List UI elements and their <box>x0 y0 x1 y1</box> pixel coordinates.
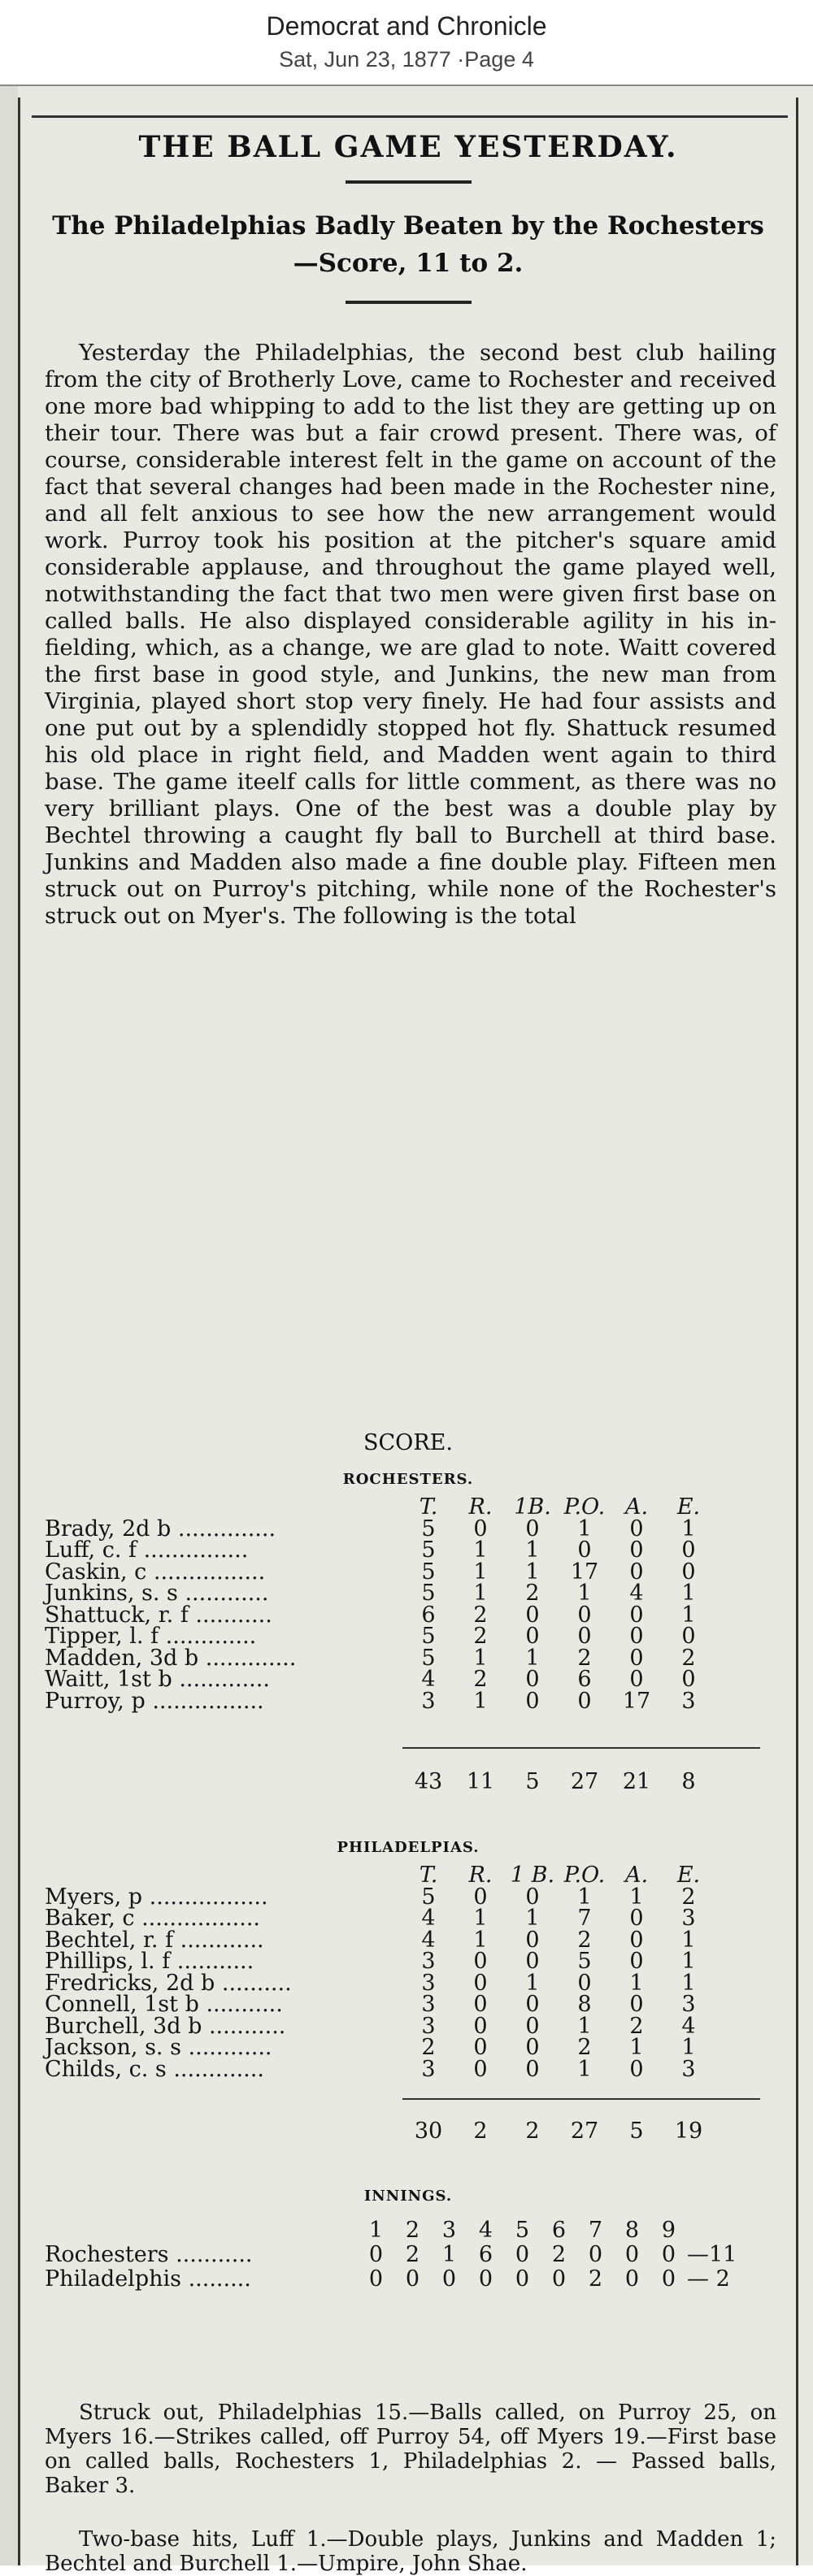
team-name: Philadelphis ......... <box>45 2266 251 2292</box>
column-header: E. <box>676 1494 701 1520</box>
player-name: Connell, 1st b ........... <box>45 1992 283 2017</box>
stat-cell: 4 <box>421 1667 436 1692</box>
stat-cell: 5 <box>421 1537 436 1563</box>
stat-cell: 0 <box>473 1949 488 1974</box>
stat-cell: 5 <box>421 1645 436 1671</box>
player-name: Bechtel, r. f ............ <box>45 1927 264 1953</box>
player-name: Shattuck, r. f ........... <box>45 1602 272 1628</box>
inning-runs: 2 <box>551 2242 567 2267</box>
inning-runs: 0 <box>441 2266 457 2292</box>
totals-spacer <box>45 1772 402 1793</box>
stat-cell: 1 <box>473 1688 488 1714</box>
stat-cell: 0 <box>629 1602 644 1628</box>
stat-cell: 0 <box>681 1624 696 1649</box>
column-header <box>45 1865 402 1887</box>
column-header: T. <box>419 1494 438 1520</box>
table-row <box>45 1908 715 1930</box>
player-name: Madden, 3d b ............. <box>45 1645 297 1671</box>
inning-number: 7 <box>588 2218 603 2243</box>
stat-cell: 6 <box>577 1667 592 1692</box>
player-name: Burchell, 3d b ........... <box>45 2013 286 2039</box>
stat-cell: 4 <box>421 1906 436 1931</box>
stat-cell: 0 <box>525 1624 540 1649</box>
game-summary: Struck out, Philadelphias 15.—Balls called, on Purroy 25, on Myers 16.—Strikes called, off Purroy 54, off Myers 19.—First base on called balls, Rochesters 1, Philadelphias 2. — Passed balls, Baker 3. <box>45 2400 776 2498</box>
team-total: —11 <box>687 2242 737 2267</box>
philadelphias-total-rule <box>402 2098 760 2100</box>
player-name: Brady, 2d b .............. <box>45 1516 276 1542</box>
stat-cell: 1 <box>629 1884 644 1910</box>
player-name: Caskin, c ................ <box>45 1559 266 1585</box>
column-header: P.O. <box>563 1494 606 1520</box>
stat-cell: 1 <box>473 1906 488 1931</box>
stat-cell: 3 <box>421 1688 436 1714</box>
player-name: Luff, c. f ............... <box>45 1537 249 1563</box>
inning-runs: 0 <box>515 2266 530 2292</box>
column-header: T. <box>419 1863 438 1888</box>
stat-cell: 5 <box>421 1581 436 1606</box>
table-row <box>45 2267 752 2292</box>
stat-cell: 17 <box>570 1559 599 1585</box>
inning-runs: 0 <box>661 2266 676 2292</box>
stat-cell: 1 <box>681 2035 696 2060</box>
inning-number: 9 <box>661 2218 676 2243</box>
stat-cell: 1 <box>577 1516 592 1542</box>
top-rule <box>32 115 788 118</box>
stat-cell: 0 <box>681 1667 696 1692</box>
stat-cell: 1 <box>525 1906 540 1931</box>
stat-cell: 0 <box>473 2013 488 2039</box>
stat-cell: 2 <box>629 2013 644 2039</box>
stat-cell: 0 <box>473 1970 488 1996</box>
stat-cell: 3 <box>421 2013 436 2039</box>
stat-cell: 2 <box>473 1667 488 1692</box>
table-row <box>45 1951 715 1973</box>
stat-cell: 0 <box>681 1559 696 1585</box>
stat-cell: 1 <box>577 2013 592 2039</box>
stat-cell: 0 <box>473 2056 488 2082</box>
stat-cell: 0 <box>577 1624 592 1649</box>
stat-cell: 0 <box>473 1992 488 2017</box>
inning-number: 1 <box>368 2218 384 2243</box>
inning-number: 8 <box>624 2218 640 2243</box>
subheadline: The Philadelphias Badly Beaten by the Rochesters—Score, 11 to 2. <box>52 211 764 278</box>
stat-cell: 0 <box>577 1602 592 1628</box>
stat-cell: 17 <box>622 1688 651 1714</box>
total-cell: 27 <box>570 2118 599 2144</box>
stat-cell: 0 <box>629 1667 644 1692</box>
inning-runs: 0 <box>478 2266 493 2292</box>
stat-cell: 0 <box>629 1516 644 1542</box>
stat-cell: 1 <box>473 1927 488 1953</box>
stat-cell: 1 <box>473 1645 488 1671</box>
newspaper-header <box>0 0 813 86</box>
stat-cell: 1 <box>681 1581 696 1606</box>
stat-cell: 3 <box>681 1992 696 2017</box>
philadelphias-title: PHILADELPIAS. <box>337 1839 480 1856</box>
team-name: Rochesters ........... <box>45 2242 253 2267</box>
stat-cell: 3 <box>421 2056 436 2082</box>
stat-cell: 1 <box>473 1581 488 1606</box>
inning-number: 4 <box>478 2218 493 2243</box>
stat-cell: 1 <box>473 1537 488 1563</box>
total-cell: 2 <box>525 2118 540 2144</box>
stat-cell: 0 <box>629 2056 644 2082</box>
column-header: 1 B. <box>510 1863 555 1888</box>
inning-runs: 0 <box>405 2266 420 2292</box>
stat-cell: 0 <box>525 1667 540 1692</box>
player-name: Tipper, l. f ............. <box>45 1624 257 1649</box>
stat-cell: 1 <box>681 1602 696 1628</box>
stat-cell: 0 <box>525 1602 540 1628</box>
box-score-header-row <box>45 1865 715 1887</box>
column-header: E. <box>676 1863 701 1888</box>
player-name: Waitt, 1st b ............. <box>45 1667 270 1692</box>
stat-cell: 2 <box>681 1884 696 1910</box>
stat-cell: 1 <box>681 1927 696 1953</box>
stat-cell: 1 <box>629 2035 644 2060</box>
stat-cell: 0 <box>577 1537 592 1563</box>
player-name: Junkins, s. s ............ <box>45 1581 269 1606</box>
stat-cell: 1 <box>525 1645 540 1671</box>
inning-runs: 0 <box>661 2242 676 2267</box>
table-row <box>45 1994 715 2016</box>
stat-cell: 0 <box>525 1884 540 1910</box>
stat-cell: 0 <box>629 1624 644 1649</box>
inning-runs: 0 <box>624 2242 640 2267</box>
table-row <box>45 2243 752 2267</box>
stat-cell: 0 <box>525 2035 540 2060</box>
stat-cell: 2 <box>473 1602 488 1628</box>
headline-separator <box>346 180 472 184</box>
stat-cell: 1 <box>577 1884 592 1910</box>
table-row <box>45 1583 715 1605</box>
philadelphias-box-score <box>45 1865 715 2080</box>
column-header: R. <box>468 1494 493 1520</box>
totals-spacer <box>45 2121 402 2143</box>
stat-cell: 2 <box>577 1645 592 1671</box>
total-cell: 27 <box>570 1769 599 1794</box>
stat-cell: 0 <box>629 1645 644 1671</box>
stat-cell: 0 <box>629 1992 644 2017</box>
totals-row <box>45 2121 715 2143</box>
rochesters-totals <box>45 1769 715 1794</box>
inning-runs: 1 <box>441 2242 457 2267</box>
inning-runs: 0 <box>368 2266 384 2292</box>
stat-cell: 0 <box>525 1992 540 2017</box>
column-header <box>45 1497 402 1519</box>
stat-cell: 2 <box>577 2035 592 2060</box>
stat-cell: 2 <box>525 1581 540 1606</box>
stat-cell: 0 <box>525 1516 540 1542</box>
table-row <box>45 1691 715 1713</box>
article-column <box>18 98 798 2576</box>
stat-cell: 3 <box>681 1688 696 1714</box>
stat-cell: 5 <box>421 1516 436 1542</box>
stat-cell: 3 <box>421 1949 436 1974</box>
inning-number: 6 <box>551 2218 567 2243</box>
game-summary-extra: Two-base hits, Luff 1.—Double plays, Junkins and Madden 1; Bechtel and Burchell 1.—Umpire, John Shae. <box>45 2527 776 2576</box>
inning-runs: 6 <box>478 2242 493 2267</box>
stat-cell: 6 <box>421 1602 436 1628</box>
stat-cell: 0 <box>629 1906 644 1931</box>
player-name: Phillips, l. f ........... <box>45 1949 254 1974</box>
inning-runs: 2 <box>588 2266 603 2292</box>
headline: THE BALL GAME YESTERDAY. <box>138 130 678 164</box>
table-row <box>45 2037 715 2059</box>
player-name: Myers, p ................. <box>45 1884 268 1910</box>
left-margin-strip <box>0 86 18 2565</box>
innings-table <box>45 2218 752 2292</box>
stat-cell: 1 <box>525 1537 540 1563</box>
stat-cell: 2 <box>421 2035 436 2060</box>
stat-cell: 0 <box>629 1559 644 1585</box>
publication-name: Democrat and Chronicle <box>266 11 547 41</box>
stat-cell: 0 <box>629 1537 644 1563</box>
innings-spacer <box>45 2218 358 2243</box>
innings-number-row <box>45 2218 752 2243</box>
total-cell: 19 <box>674 2118 703 2144</box>
table-row <box>45 1669 715 1691</box>
stat-cell: 0 <box>577 1970 592 1996</box>
stat-cell: 0 <box>525 1949 540 1974</box>
stat-cell: 0 <box>473 1516 488 1542</box>
column-header: P.O. <box>563 1863 606 1888</box>
stat-cell: 0 <box>525 1688 540 1714</box>
stat-cell: 1 <box>681 1970 696 1996</box>
stat-cell: 0 <box>525 2056 540 2082</box>
column-header: A. <box>624 1494 649 1520</box>
inning-runs: 0 <box>515 2242 530 2267</box>
stat-cell: 5 <box>577 1949 592 1974</box>
total-cell: 2 <box>473 2118 488 2144</box>
stat-cell: 1 <box>473 1559 488 1585</box>
stat-cell: 3 <box>421 1970 436 1996</box>
stat-cell: 4 <box>681 2013 696 2039</box>
rochesters-title: ROCHESTERS. <box>342 1471 474 1488</box>
stat-cell: 1 <box>525 1970 540 1996</box>
stat-cell: 0 <box>577 1688 592 1714</box>
inning-runs: 2 <box>405 2242 420 2267</box>
stat-cell: 4 <box>421 1927 436 1953</box>
stat-cell: 0 <box>525 1927 540 1953</box>
stat-cell: 1 <box>525 1559 540 1585</box>
score-title: SCORE. <box>363 1430 453 1455</box>
stat-cell: 0 <box>629 1927 644 1953</box>
column-header: A. <box>624 1863 649 1888</box>
stat-cell: 3 <box>681 2056 696 2082</box>
stat-cell: 1 <box>577 2056 592 2082</box>
total-cell: 5 <box>525 1769 540 1794</box>
philadelphias-totals <box>45 2118 715 2144</box>
rochesters-total-rule <box>402 1747 760 1749</box>
stat-cell: 0 <box>473 1884 488 1910</box>
stat-cell: 2 <box>681 1645 696 1671</box>
table-row <box>45 1626 715 1648</box>
stat-cell: 5 <box>421 1559 436 1585</box>
rochesters-box-score <box>45 1494 715 1714</box>
stat-cell: 5 <box>421 1884 436 1910</box>
stat-cell: 0 <box>681 1537 696 1563</box>
stat-cell: 1 <box>681 1516 696 1542</box>
innings-title: INNINGS. <box>363 2188 453 2205</box>
column-header: R. <box>468 1863 493 1888</box>
player-name: Purroy, p ................ <box>45 1688 264 1714</box>
total-cell: 8 <box>681 1769 696 1794</box>
inning-runs: 0 <box>624 2266 640 2292</box>
stat-cell: 0 <box>473 2035 488 2060</box>
totals-row <box>45 1772 715 1793</box>
stat-cell: 2 <box>473 1624 488 1649</box>
column-header: 1B. <box>514 1494 551 1520</box>
total-cell: 43 <box>414 1769 443 1794</box>
inning-number: 2 <box>405 2218 420 2243</box>
player-name: Fredricks, 2d b .......... <box>45 1970 292 1996</box>
table-row <box>45 2059 715 2081</box>
inning-runs: 0 <box>551 2266 567 2292</box>
player-name: Baker, c ................. <box>45 1906 260 1931</box>
stat-cell: 3 <box>681 1906 696 1931</box>
stat-cell: 7 <box>577 1906 592 1931</box>
total-cell: 21 <box>622 1769 651 1794</box>
inning-number: 3 <box>441 2218 457 2243</box>
stat-cell: 1 <box>681 1949 696 1974</box>
stat-cell: 4 <box>629 1581 644 1606</box>
inning-runs: 0 <box>588 2242 603 2267</box>
inning-runs: 0 <box>368 2242 384 2267</box>
total-cell: 30 <box>414 2118 443 2144</box>
subheadline-separator <box>346 301 472 304</box>
box-score-header-row <box>45 1497 715 1519</box>
player-name: Jackson, s. s ............ <box>45 2035 272 2060</box>
team-total: — 2 <box>687 2266 730 2292</box>
stat-cell: 0 <box>629 1949 644 1974</box>
player-name: Childs, c. s ............. <box>45 2056 264 2082</box>
stat-cell: 3 <box>421 1992 436 2017</box>
inning-number: 5 <box>515 2218 530 2243</box>
article-body: Yesterday the Philadelphias, the second best club hailing from the city of Brotherly Love, came to Rochester and received one more bad whipping to add to the list they are getting up on their tour. There was but a fair crowd present. There was, of course, considerable interest felt in the game on account of the fact that several changes had been made in the Rochester nine, and all felt anxious to see how the new arrangement would work. Purroy took his position at the pitcher's square amid considerable applause, and throughout the game played well, notwithstanding the fact that two men were given first base on called balls. He also displayed considerable agility in his in-fielding, which, as a change, we are glad to note. Waitt covered the first base in good style, and Junkins, the new man from Virginia, played short stop very finely. He had four assists and one put out by a splendidly stopped hot fly. Shattuck resumed his old place in right field, and Madden went again to third base. The game iteelf calls for little comment, as there was no very brilliant plays. One of the best was a double play by Bechtel throwing a caught fly ball to Burchell at third base. Junkins and Madden also made a fine double play. Fifteen men struck out on Purroy's pitching, while none of the Rochester's struck out on Myer's. The following is the total <box>45 340 776 929</box>
stat-cell: 0 <box>525 2013 540 2039</box>
total-cell: 11 <box>466 1769 495 1794</box>
table-row <box>45 1540 715 1562</box>
total-cell: 5 <box>629 2118 644 2144</box>
stat-cell: 1 <box>629 1970 644 1996</box>
stat-cell: 8 <box>577 1992 592 2017</box>
newspaper-clipping <box>0 86 813 2576</box>
stat-cell: 2 <box>577 1927 592 1953</box>
stat-cell: 1 <box>577 1581 592 1606</box>
stat-cell: 5 <box>421 1624 436 1649</box>
publication-date: Sat, Jun 23, 1877 ·Page 4 <box>279 47 534 72</box>
